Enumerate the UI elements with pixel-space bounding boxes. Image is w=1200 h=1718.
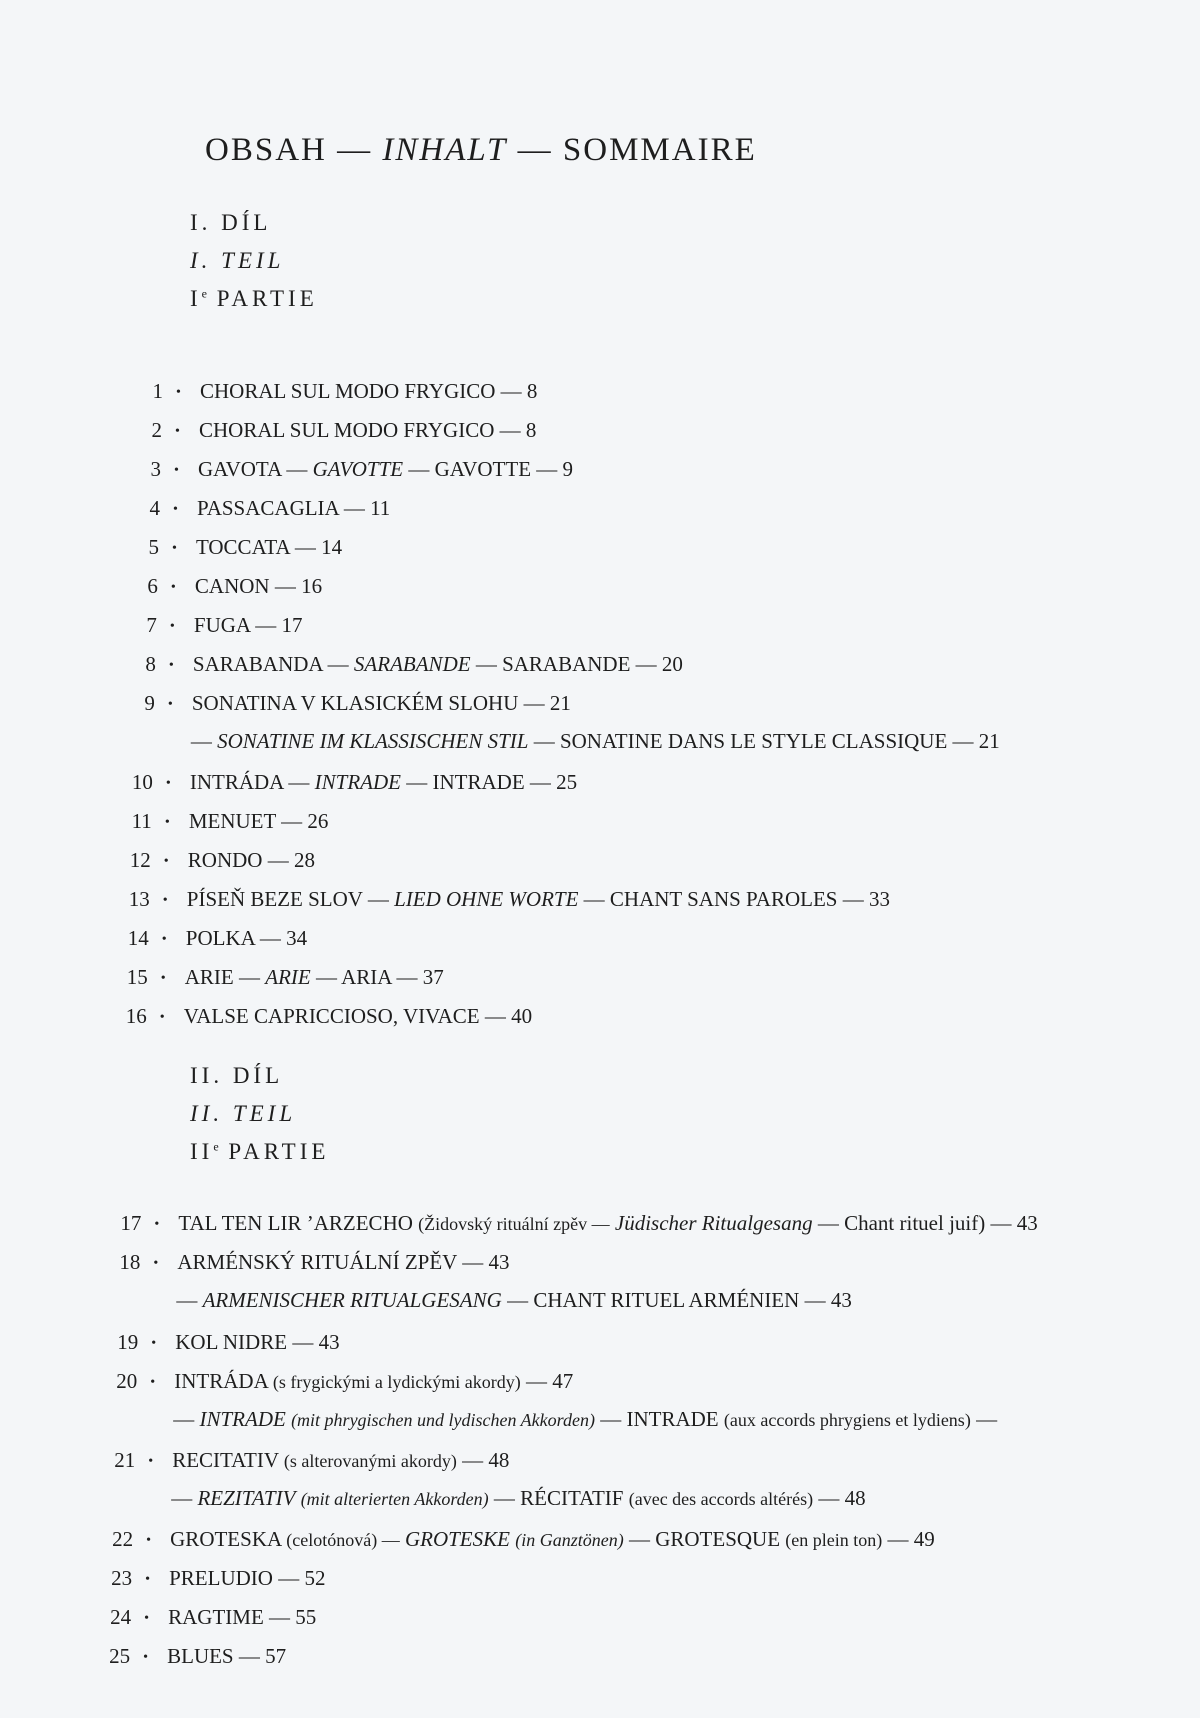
entry-title (186, 925, 307, 951)
entry-number: 23 (111, 1566, 133, 1590)
bullet-icon: • (146, 1533, 152, 1548)
bullet-icon: • (174, 424, 180, 439)
entry-title-german: LIED OHNE WORTE (394, 887, 579, 911)
section1-heading-cz: I. DÍL (190, 210, 272, 235)
entry-title-german: INTRADE (199, 1407, 286, 1431)
entry-number: 25 (109, 1644, 131, 1668)
entry-subtitle-french: (en plein ton) (785, 1530, 883, 1550)
entry-title-german: REZITATIV (197, 1486, 296, 1510)
entry-number: 20 (116, 1369, 138, 1393)
entry-title-czech: KOL NIDRE (175, 1330, 288, 1354)
entry-title-french: — SONATINE DANS LE STYLE CLASSIQUE (533, 729, 948, 753)
bullet-icon: • (144, 1611, 150, 1626)
bullet-icon: • (163, 854, 169, 869)
bullet-icon: • (170, 580, 176, 595)
entry-title (197, 495, 390, 521)
entry-continuation (171, 1486, 865, 1511)
entry-title (167, 1643, 286, 1669)
entry-title-czech: RAGTIME (168, 1605, 264, 1629)
entry-title (172, 1447, 509, 1474)
entry-number: 4 (149, 496, 160, 520)
continuation-dash: — (171, 1486, 193, 1510)
entry-number: 17 (120, 1211, 142, 1235)
continuation-dash: — (173, 1407, 195, 1431)
entry-page-number: — 20 (635, 652, 683, 676)
entry-subtitle-german: (mit phrygischen und lydischen Akkorden) (291, 1410, 595, 1430)
bullet-icon: • (154, 1217, 160, 1232)
bullet-icon: • (164, 815, 170, 830)
entry-page-number: — 37 (396, 965, 444, 989)
entry-subtitle-german: (mit alterierten Akkorden) (300, 1489, 489, 1509)
entry-page-number: — 26 (281, 809, 329, 833)
page-title (205, 132, 757, 169)
bullet-icon: • (173, 463, 179, 478)
entry-page-number: — 55 (269, 1605, 317, 1629)
entry-subtitle: (Židovský rituální zpěv — (418, 1214, 610, 1234)
entry-title-czech: FUGA (193, 613, 250, 637)
entry-subtitle-french: (avec des accords altérés) (628, 1489, 814, 1509)
entry-number: 21 (114, 1448, 136, 1472)
entry-number: 18 (119, 1250, 141, 1274)
bullet-icon: • (169, 619, 175, 634)
entry-title-czech: TAL TEN LIR ’ARZECHO (178, 1211, 413, 1235)
title-german: INHALT (382, 132, 508, 168)
entry-subtitle: (s frygickými a lydickými akordy) (272, 1372, 521, 1392)
title-french: SOMMAIRE (562, 132, 757, 168)
entry-title-german: ARMENISCHER RITUALGESANG (202, 1288, 502, 1312)
entry-title (168, 1604, 316, 1630)
title-separator: — (517, 132, 553, 168)
entry-title (189, 808, 329, 834)
entry-page-number: — 33 (842, 887, 890, 911)
entry-page-number: — 16 (274, 574, 323, 598)
entry-page-number: — 17 (255, 613, 303, 637)
entry-title-czech: SARABANDA — (192, 652, 349, 676)
entry-title (194, 612, 303, 638)
entry-title-french: — Chant rituel juif) (817, 1211, 986, 1235)
entry-title-french: — ARIA (315, 965, 392, 989)
entry-title (178, 1210, 1037, 1237)
entry-number: 15 (126, 965, 148, 989)
entry-page-number: — 48 (818, 1486, 866, 1510)
bullet-icon: • (165, 776, 171, 791)
entry-title-french: — GROTESQUE (628, 1527, 781, 1551)
entry-title-czech: TOCCATA (195, 535, 290, 559)
entry-title-czech: SONATINA V KLASICKÉM SLOHU (191, 691, 519, 715)
bullet-icon: • (153, 1256, 159, 1271)
entry-page-number: — 28 (267, 848, 315, 872)
entry-subtitle-german: (in Ganztönen) (515, 1530, 624, 1550)
entry-subtitle: (celotónová) — (286, 1530, 400, 1550)
section2-heading-cz: II. DÍL (190, 1063, 284, 1088)
bullet-icon: • (160, 971, 166, 986)
entry-page-number: — 8 (499, 418, 537, 442)
entry-page-number: — 47 (526, 1369, 574, 1393)
entry-title (185, 964, 444, 990)
entry-title-czech: VALSE CAPRICCIOSO, VIVACE (183, 1004, 480, 1028)
entry-title (193, 651, 683, 677)
entry-page-number: — 8 (500, 379, 538, 403)
entry-number: 1 (152, 379, 163, 403)
entry-page-number: — 43 (990, 1211, 1038, 1235)
entry-page-number: — 11 (343, 496, 391, 520)
entry-number: 8 (145, 652, 156, 676)
entry-title-czech: GAVOTA — (197, 457, 308, 481)
entry-number: 3 (150, 457, 161, 481)
entry-number: 24 (110, 1605, 132, 1629)
entry-number: 13 (128, 887, 150, 911)
bullet-icon: • (161, 932, 167, 947)
entry-title-czech: INTRÁDA (174, 1369, 268, 1393)
entry-page-number: — 40 (484, 1004, 533, 1028)
entry-title (200, 378, 537, 404)
entry-title-czech: RECITATIV (172, 1448, 279, 1472)
bullet-icon: • (171, 541, 177, 556)
bullet-icon: • (172, 502, 178, 517)
entry-title (196, 534, 342, 560)
entry-subtitle-french: (aux accords phrygiens et lydiens) (723, 1410, 971, 1430)
entry-title-czech: PRELUDIO (169, 1566, 273, 1590)
entry-title-czech: ARIE — (184, 965, 260, 989)
entry-title-czech: CHORAL SUL MODO FRYGICO (198, 418, 495, 442)
entry-number: 22 (112, 1527, 134, 1551)
entry-title (199, 417, 536, 443)
entry-title (169, 1565, 325, 1591)
entry-title (184, 1003, 532, 1029)
entry-continuation (176, 1288, 851, 1313)
entry-title-czech: RONDO (187, 848, 263, 872)
entry-title-french: — CHANT RITUEL ARMÉNIEN (507, 1288, 800, 1312)
bullet-icon: • (151, 1336, 157, 1351)
entry-page-number: — 43 (462, 1250, 510, 1274)
entry-title-czech: BLUES (167, 1644, 234, 1668)
entry-title-french: — CHANT SANS PAROLES (583, 887, 838, 911)
bullet-icon: • (145, 1572, 151, 1587)
entry-title-french: — INTRADE (600, 1407, 719, 1431)
entry-subtitle: (s alterovanými akordy) (283, 1451, 457, 1471)
entry-number: 11 (131, 809, 152, 833)
entry-number: 19 (117, 1330, 139, 1354)
entry-page-number: — 49 (887, 1527, 935, 1551)
entry-number: 9 (144, 691, 155, 715)
bullet-icon: • (167, 697, 173, 712)
entry-page-number: — 48 (462, 1448, 510, 1472)
entry-page-number: — (976, 1407, 998, 1431)
entry-title-french: — INTRADE (406, 770, 525, 794)
entry-number: 14 (127, 926, 149, 950)
entry-title-german: INTRADE (314, 770, 401, 794)
entry-title (174, 1368, 573, 1395)
entry-page-number: — 34 (259, 926, 308, 950)
entry-page-number: — 9 (536, 457, 574, 481)
entry-title (192, 690, 571, 716)
entry-title (198, 456, 573, 482)
entry-continuation (191, 729, 1000, 754)
entry-title (177, 1249, 509, 1275)
entry-page-number: — 21 (523, 691, 571, 715)
entry-title-german: ARIE (265, 965, 311, 989)
entry-title-german: GAVOTTE (312, 457, 404, 481)
entry-number: 5 (148, 535, 159, 559)
entry-continuation (173, 1407, 997, 1432)
entry-page-number: — 52 (278, 1566, 326, 1590)
entry-number: 12 (129, 848, 151, 872)
entry-title-german: Jüdischer Ritualgesang (614, 1211, 813, 1235)
entry-title-czech: PASSACAGLIA (196, 496, 339, 520)
entry-title-german: SARABANDE (353, 652, 471, 676)
entry-page-number: — 21 (952, 729, 1000, 753)
section2-heading-fr: IIe PARTIE (190, 1139, 330, 1164)
entry-page-number: — 43 (804, 1288, 852, 1312)
entry-number: 2 (151, 418, 162, 442)
entry-title (195, 573, 322, 599)
continuation-dash: — (176, 1288, 198, 1312)
entry-title (188, 847, 315, 873)
entry-title-french: — RÉCITATIF (493, 1486, 624, 1510)
section1-heading-fr: Ie PARTIE (190, 286, 318, 311)
title-separator: — (337, 132, 373, 168)
continuation-dash: — (190, 729, 212, 753)
entry-title-czech: INTRÁDA — (189, 770, 310, 794)
entry-title-czech: CANON (194, 574, 270, 598)
entry-title-czech: POLKA (185, 926, 255, 950)
section2-heading-de: II. TEIL (190, 1101, 297, 1126)
entry-title (170, 1526, 935, 1553)
entry-title (190, 769, 577, 795)
entry-title (175, 1329, 339, 1355)
entry-page-number: — 43 (292, 1330, 340, 1354)
entry-title-czech: ARMÉNSKÝ RITUÁLNÍ ZPĚV (177, 1250, 457, 1274)
entry-title-czech: GROTESKA (170, 1527, 281, 1551)
title-czech: OBSAH (205, 132, 327, 168)
bullet-icon: • (159, 1010, 165, 1025)
entry-page-number: — 57 (238, 1644, 287, 1668)
bullet-icon: • (162, 893, 168, 908)
entry-title-czech: MENUET (188, 809, 276, 833)
entry-title-german: GROTESKE (404, 1527, 510, 1551)
entry-number: 7 (146, 613, 157, 637)
entry-title-german: SONATINE IM KLASSISCHEN STIL (217, 729, 529, 753)
entry-page-number: — 14 (294, 535, 343, 559)
section1-heading-de: I. TEIL (190, 248, 285, 273)
bullet-icon: • (143, 1650, 149, 1665)
entry-title-french: — SARABANDE (475, 652, 631, 676)
entry-page-number: — 25 (529, 770, 578, 794)
bullet-icon: • (148, 1454, 154, 1469)
entry-title-czech: CHORAL SUL MODO FRYGICO (200, 379, 496, 403)
bullet-icon: • (176, 385, 181, 400)
entry-title-french: — GAVOTTE (408, 457, 532, 481)
entry-title-czech: PÍSEŇ BEZE SLOV — (186, 887, 389, 911)
bullet-icon: • (150, 1375, 156, 1390)
entry-number: 16 (125, 1004, 147, 1028)
entry-number: 10 (131, 770, 153, 794)
bullet-icon: • (168, 658, 174, 673)
entry-number: 6 (147, 574, 158, 598)
entry-title (187, 886, 890, 912)
